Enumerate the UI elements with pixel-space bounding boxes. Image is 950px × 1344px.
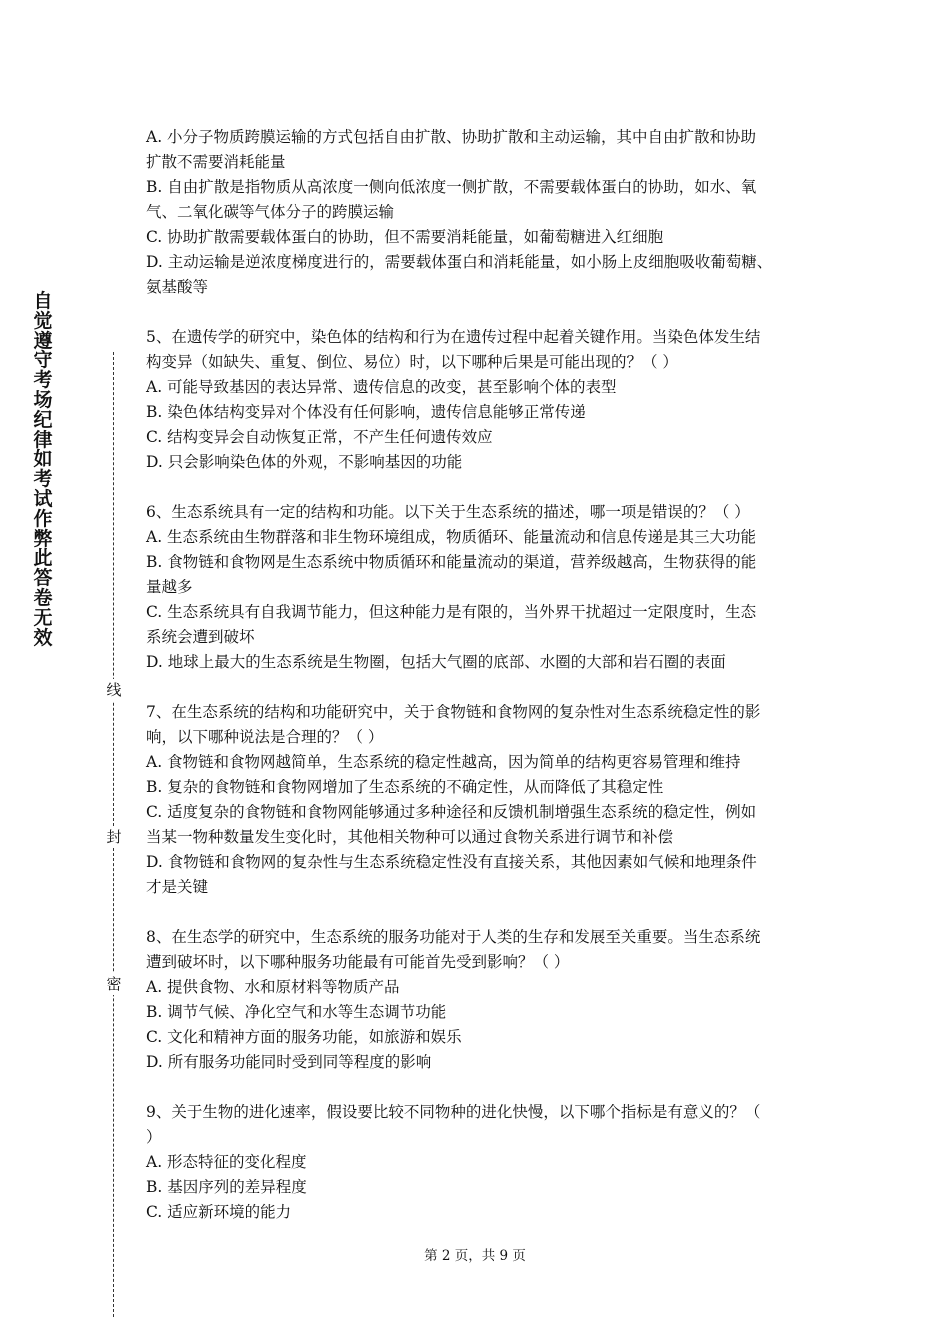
- question-block: [146, 925, 811, 1075]
- text-line: A. 食物链和食物网越简单，生态系统的稳定性越高，因为简单的结构更容易管理和维持: [146, 753, 741, 771]
- text-line: 量越多: [146, 578, 193, 596]
- text-line: A. 可能导致基因的表达异常、遗传信息的改变，甚至影响个体的表型: [146, 378, 617, 396]
- text-line: D. 所有服务功能同时受到同等程度的影响: [146, 1053, 432, 1071]
- text-line: A. 提供食物、水和原材料等物质产品: [146, 978, 400, 996]
- text-line: 遭到破坏时，以下哪种服务功能最有可能首先受到影响？（ ）: [146, 953, 570, 971]
- text-line: D. 主动运输是逆浓度梯度进行的，需要载体蛋白和消耗能量，如小肠上皮细胞吸收葡萄糖、: [146, 253, 773, 271]
- text-line: 系统会遭到破坏: [146, 628, 255, 646]
- text-line: 当某一物种数量发生变化时，其他相关物种可以通过食物关系进行调节和补偿: [146, 828, 674, 846]
- text-line: C. 结构变异会自动恢复正常，不产生任何遗传效应: [146, 428, 493, 446]
- block-gap: [146, 675, 811, 700]
- question-block: [146, 500, 811, 675]
- question-block: [146, 700, 811, 900]
- seal-mark-seal: 封: [104, 826, 124, 848]
- text-line: B. 染色体结构变异对个体没有任何影响，遗传信息能够正常传递: [146, 403, 586, 421]
- text-line: 5、在遗传学的研究中，染色体的结构和行为在遗传过程中起着关键作用。当染色体发生结: [146, 328, 761, 346]
- question-block: [146, 125, 811, 300]
- block-gap: [146, 1075, 811, 1100]
- text-line: A. 形态特征的变化程度: [146, 1153, 307, 1171]
- text-line: A. 生态系统由生物群落和非生物环境组成，物质循环、能量流动和信息传递是其三大功能: [146, 528, 757, 546]
- text-line: 响，以下哪种说法是合理的？（ ）: [146, 728, 384, 746]
- text-line: C. 适度复杂的食物链和食物网能够通过多种途径和反馈机制增强生态系统的稳定性，例如: [146, 803, 757, 821]
- text-line: 氨基酸等: [146, 278, 209, 296]
- text-line: C. 文化和精神方面的服务功能，如旅游和娱乐: [146, 1028, 462, 1046]
- text-line: 气、二氧化碳等气体分子的跨膜运输: [146, 203, 395, 221]
- text-line: 7、在生态系统的结构和功能研究中，关于食物链和食物网的复杂性对生态系统稳定性的影: [146, 703, 761, 721]
- text-line: 才是关键: [146, 878, 209, 896]
- question-content: [146, 125, 811, 1225]
- question-block: [146, 1100, 811, 1225]
- text-line: 9、关于生物的进化速率，假设要比较不同物种的进化快慢，以下哪个指标是有意义的？（: [146, 1103, 761, 1121]
- seal-mark-secret: 密: [104, 973, 124, 995]
- text-line: D. 食物链和食物网的复杂性与生态系统稳定性没有直接关系，其他因素如气候和地理条件: [146, 853, 757, 871]
- text-line: ）: [146, 1128, 162, 1146]
- text-line: C. 协助扩散需要载体蛋白的协助，但不需要消耗能量，如葡萄糖进入红细胞: [146, 228, 664, 246]
- text-line: D. 只会影响染色体的外观，不影响基因的功能: [146, 453, 463, 471]
- text-line: 8、在生态学的研究中，生态系统的服务功能对于人类的生存和发展至关重要。当生态系统: [146, 928, 761, 946]
- text-line: A. 小分子物质跨膜运输的方式包括自由扩散、协助扩散和主动运输，其中自由扩散和协助: [146, 128, 757, 146]
- question-block: [146, 325, 811, 475]
- text-line: 构变异（如缺失、重复、倒位、易位）时，以下哪种后果是可能出现的？（ ）: [146, 353, 678, 371]
- text-line: B. 食物链和食物网是生态系统中物质循环和能量流动的渠道，营养级越高，生物获得的能: [146, 553, 757, 571]
- text-line: B. 复杂的食物链和食物网增加了生态系统的不确定性，从而降低了其稳定性: [146, 778, 664, 796]
- block-gap: [146, 300, 811, 325]
- side-notice: 自觉遵守考场纪律如考试作弊此答卷无效: [33, 290, 53, 649]
- text-line: 扩散不需要消耗能量: [146, 153, 286, 171]
- page-number: 第 2 页，共 9 页: [424, 1248, 526, 1264]
- text-line: 6、生态系统具有一定的结构和功能。以下关于生态系统的描述，哪一项是错误的？（ ）: [146, 503, 750, 521]
- block-gap: [146, 900, 811, 925]
- seal-mark-line: 线: [104, 679, 124, 701]
- text-line: C. 适应新环境的能力: [146, 1203, 292, 1221]
- text-line: D. 地球上最大的生态系统是生物圈，包括大气圈的底部、水圈的大部和岩石圈的表面: [146, 653, 726, 671]
- text-line: B. 调节气候、净化空气和水等生态调节功能: [146, 1003, 447, 1021]
- text-line: C. 生态系统具有自我调节能力，但这种能力是有限的，当外界干扰超过一定限度时，生态: [146, 603, 757, 621]
- text-line: B. 自由扩散是指物质从高浓度一侧向低浓度一侧扩散，不需要载体蛋白的协助，如水、氧: [146, 178, 757, 196]
- text-line: B. 基因序列的差异程度: [146, 1178, 307, 1196]
- block-gap: [146, 475, 811, 500]
